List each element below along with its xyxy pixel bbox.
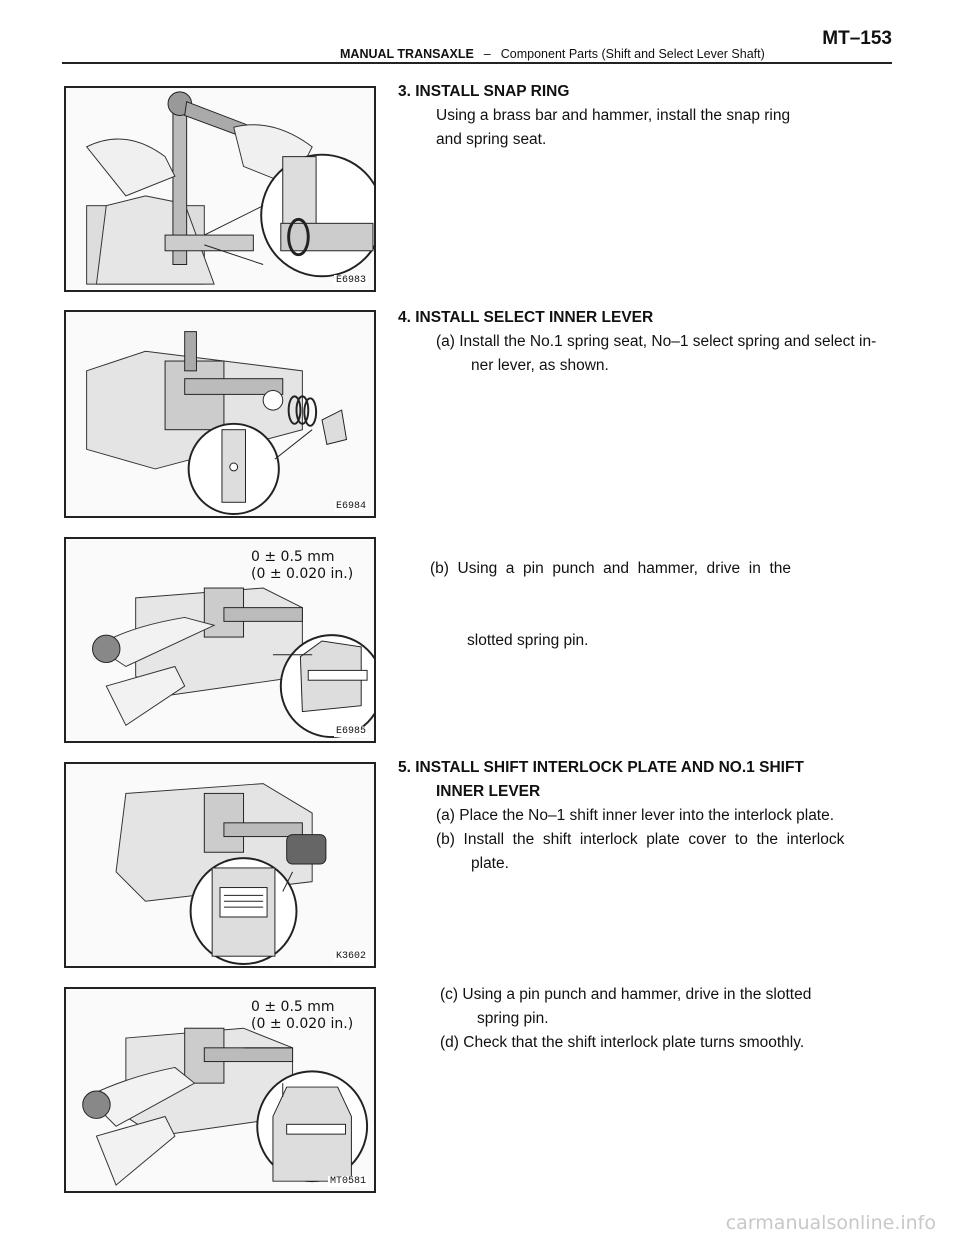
step-3 [398, 80, 938, 152]
step-5 [398, 756, 938, 876]
step-3-heading: 3. INSTALL SNAP RING [398, 83, 570, 100]
step-4a-line1: (a) Install the No.1 spring seat, No–1 select spring and select in- [436, 333, 877, 350]
step-4b-line2: slotted spring pin. [467, 632, 589, 649]
figure-interlock-pin [64, 987, 376, 1193]
illustration-select-inner-lever [66, 312, 374, 516]
figure-spring-pin [64, 537, 376, 743]
figure-code: K3602 [335, 951, 366, 962]
figure-code: MT0581 [329, 1176, 366, 1187]
page-number: MT–153 [822, 28, 892, 49]
figure-code: E6983 [335, 275, 366, 286]
step-5-heading-line2: INNER LEVER [436, 783, 541, 800]
step-4b [430, 509, 870, 677]
step-5b-line1: (b) Install the shift interlock plate cover to the interlock [436, 831, 845, 848]
step-3-text-line2: and spring seat. [436, 131, 547, 148]
figure-select-inner-lever [64, 310, 376, 518]
step-4-heading: 4. INSTALL SELECT INNER LEVER [398, 309, 654, 326]
figure-code: E6985 [335, 726, 366, 737]
header-section: MANUAL TRANSAXLE [340, 47, 474, 61]
dimension-line2: (0 ± 0.020 in.) [251, 1016, 354, 1032]
dimension-label [251, 549, 353, 583]
illustration-snap-ring [66, 88, 374, 290]
figure-snap-ring [64, 86, 376, 292]
step-5b-line2: plate. [471, 855, 509, 872]
dimension-line1: 0 ± 0.5 mm [251, 549, 335, 565]
dimension-line2: (0 ± 0.020 in.) [251, 566, 354, 582]
step-5a: (a) Place the No–1 shift inner lever into the interlock plate. [436, 807, 835, 824]
illustration-interlock-plate [66, 764, 374, 966]
page-header [62, 24, 892, 64]
step-5-heading-line1: 5. INSTALL SHIFT INTERLOCK PLATE AND NO.1 SHIFT [398, 759, 804, 776]
watermark: carmanualsonline.info [725, 1212, 936, 1234]
step-4a-line2: ner lever, as shown. [471, 357, 609, 374]
figure-code: E6984 [335, 501, 366, 512]
step-5c-line2: spring pin. [477, 1010, 549, 1027]
step-4 [398, 306, 938, 378]
step-3-text-line1: Using a brass bar and hammer, install the snap ring [436, 107, 791, 124]
step-5c-line1: (c) Using a pin punch and hammer, drive in the slotted [440, 986, 812, 1003]
figure-interlock-plate [64, 762, 376, 968]
header-subsection: Component Parts (Shift and Select Lever Shaft) [500, 47, 765, 61]
dimension-line1: 0 ± 0.5 mm [251, 999, 335, 1015]
step-4b-line1: (b) Using a pin punch and hammer, drive in the [430, 560, 791, 577]
header-title [340, 47, 765, 61]
step-5cd [440, 983, 920, 1055]
dimension-label [251, 999, 353, 1033]
step-5d: (d) Check that the shift interlock plate turns smoothly. [440, 1034, 805, 1051]
header-separator: – [483, 47, 491, 61]
